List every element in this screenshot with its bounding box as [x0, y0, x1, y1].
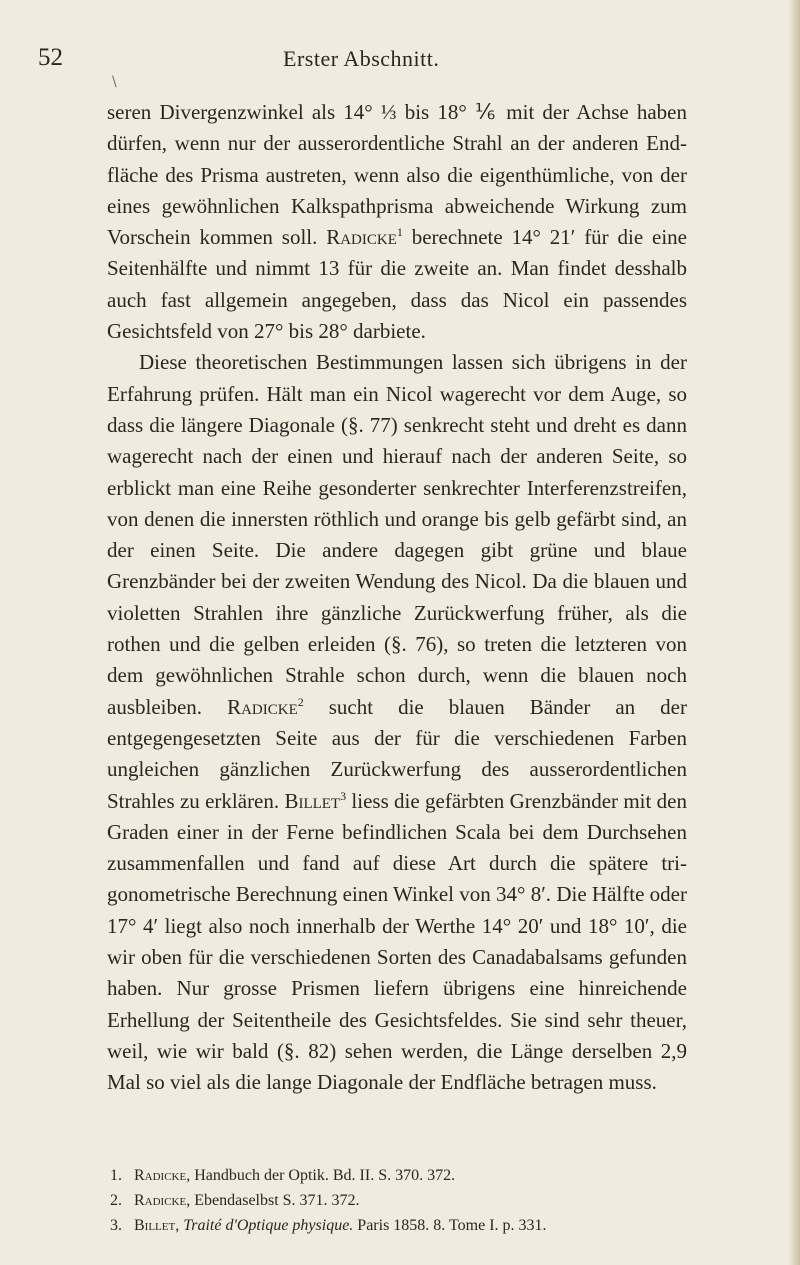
author-name: Radicke [227, 694, 298, 719]
page-number: 52 [38, 44, 63, 71]
footnote-number: 2. [110, 1192, 122, 1209]
page-edge [788, 0, 800, 1265]
footnotes [110, 1163, 710, 1238]
footnote-1 [110, 1163, 710, 1188]
author-name: Radicke [134, 1167, 187, 1184]
footnote-2 [110, 1188, 710, 1213]
footnote-ref: 1 [396, 225, 403, 240]
footnote-3 [110, 1213, 710, 1238]
text-run: , [175, 1217, 184, 1234]
footnote-number: 1. [110, 1167, 122, 1184]
book-title: Traité d'Optique physique. [183, 1217, 354, 1234]
footnote-number: 3. [110, 1217, 122, 1234]
footnote-ref: 2 [297, 694, 304, 709]
text-run: Diese theoretischen Bestimmungen lassen sich übrigens in der Erfahrung prüfen. Hält man ein Nicol wagerecht vor dem Auge, so dass die längere Diagonale (§. 77) senkrecht steht und dreht es dann wagerecht nach der einen und hierauf nach der anderen Seite, so erblickt man eine Reihe gesonderter senkrechter Interferenzstreifen, von denen die innersten röthlich und orange bis gelb gefärbt sind, an der einen Seite. Die andere dagegen gibt grüne und blaue Grenzbänder bei der zweiten Wendung des Nicol. Da die blauen und violetten Strahlen ihre gänzliche Zurückwerfung früher, als die rothen und die gelben erleiden (§. 76), so treten die letzteren von dem gewöhnlichen Strahle schon durch, wenn die blauen noch ausbleiben. [107, 350, 687, 719]
text-run: berechnete 14° 21′ für die eine Seitenhälfte und nimmt 13 für die zweite an. Man findet desshalb auch fast allgemein angegeben, dass das Nicol ein passendes Gesichtsfeld von 27° bis 28° darbiete. [107, 225, 687, 344]
text-run: , Ebendaselbst S. 371. 372. [186, 1192, 360, 1209]
body-text [107, 97, 687, 1099]
author-name: Radicke [134, 1192, 187, 1209]
text-run: seren Divergenzwinkel als 14° ⅓ bis 18° ⅙ mit der Achse haben dürfen, wenn nur der ausserordentliche Strahl an der anderen Endfläche des Prisma austreten, wenn also die eigenthümliche, von der eines gewöhnlichen Kalkspathprisma abweichende Wirkung zum Vorschein kommen soll. [107, 100, 687, 250]
margin-mark: \ [112, 74, 117, 90]
text-run: sucht die blauen Bänder an der entgegengesetzten Seite aus der für die verschiedenen Farben ungleichen gänzlichen Zurückwerfung des ausserordentlichen Strahles zu erklären. [107, 694, 687, 813]
text-run: liess die gefärbten Grenzbänder mit den Graden einer in der Ferne befindlichen Scala bei dem Durchsehen zusammenfallen und fand auf diese Art durch die spätere trigonometrische Berechnung einen Winkel von 34° 8′. Die Hälfte oder 17° 4′ liegt also noch innerhalb der Werthe 14° 20′ und 18° 10′, die wir oben für die verschiedenen Sorten des Canadabalsams gefunden haben. Nur grosse Prismen liefern übrigens eine hinreichende Erhellung der Seitentheile des Gesichtsfeldes. Sie sind sehr theuer, weil, wie wir bald (§. 82) sehen werden, die Länge derselben 2,9 Mal so viel als die lange Diagonale der Endfläche betragen muss. [107, 788, 687, 1095]
paragraph-2 [107, 347, 687, 1098]
text-run: Paris 1858. 8. Tome I. p. 331. [353, 1217, 547, 1234]
author-name: Billet [134, 1217, 176, 1234]
footnote-text [134, 1217, 547, 1234]
author-name: Radicke [326, 225, 397, 250]
author-name: Billet [284, 788, 341, 813]
text-run: , Handbuch der Optik. Bd. II. S. 370. 372. [186, 1167, 456, 1184]
paragraph-1 [107, 97, 687, 347]
footnote-ref: 3 [340, 788, 347, 803]
running-head: Erster Abschnitt. [283, 46, 440, 71]
footnote-text [134, 1192, 360, 1209]
footnote-text [134, 1167, 455, 1184]
page-header [38, 44, 698, 84]
